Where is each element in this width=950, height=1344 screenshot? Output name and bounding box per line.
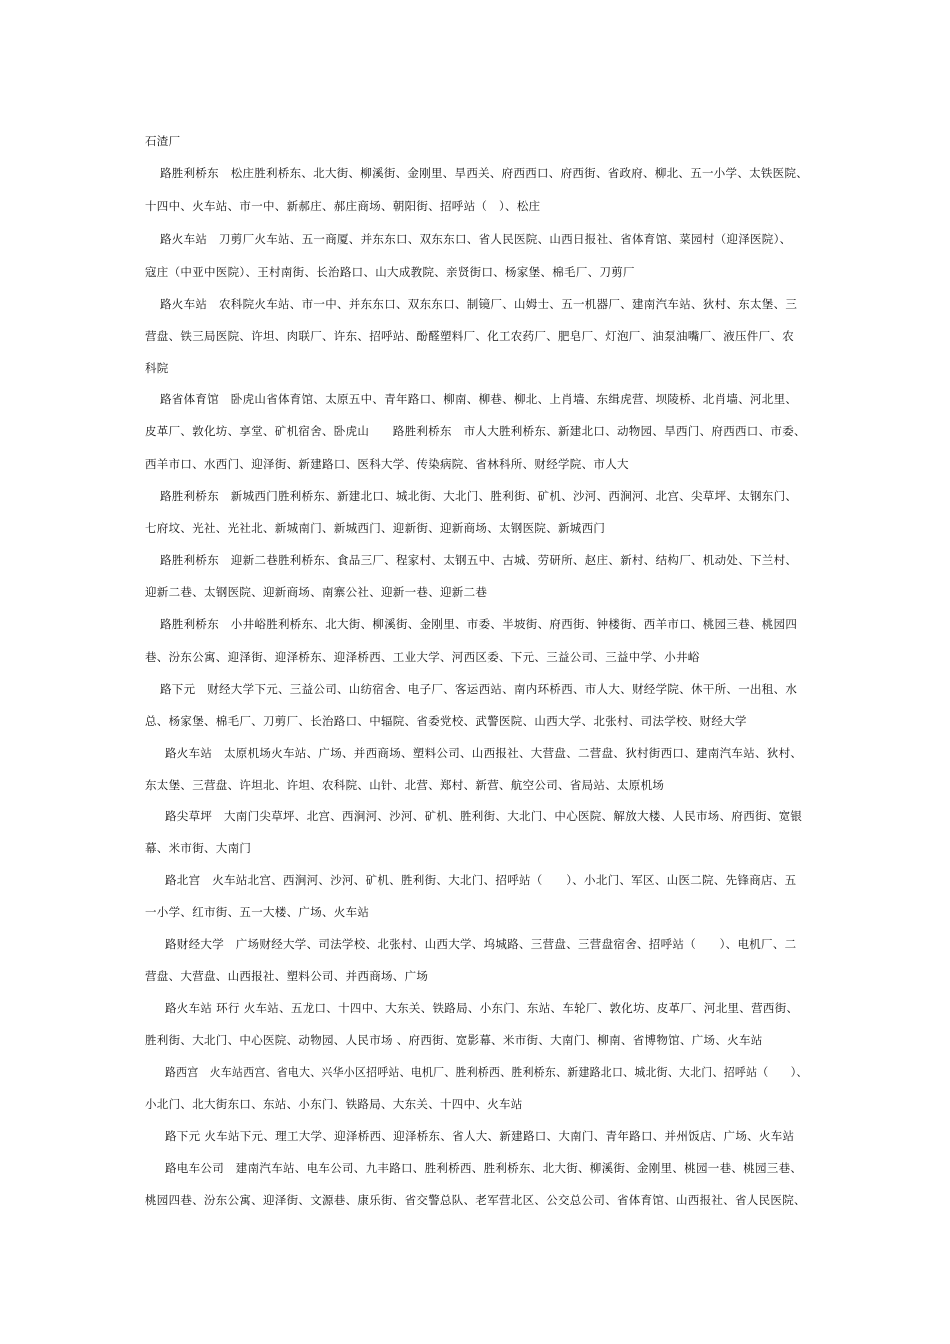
text-line: 东太堡、三营盘、许坦北、许坦、农科院、山针、北营、郑村、新营、航空公司、省局站、太原机场	[145, 778, 665, 792]
text-line: 路财经大学 广场财经大学、司法学校、北张村、山西大学、坞城路、三营盘、三营盘宿舍、招呼站（ ）、电机厂、二	[165, 937, 797, 951]
text-line: 路电车公司 建南汽车站、电车公司、九丰路口、胜利桥西、胜利桥东、北大街、柳溪街、金刚里、桃园一巷、桃园三巷、	[165, 1161, 803, 1175]
text-line: 石渣厂	[145, 134, 181, 148]
text-line: 路西宫 火车站西宫、省电大、兴华小区招呼站、电机厂、胜利桥西、胜利桥东、新建路北口、城北街、大北门、招呼站（ ）、	[165, 1065, 808, 1079]
text-line: 路火车站 农科院火车站、市一中、并东东口、双东东口、制镜厂、山姆士、五一机器厂、建南汽车站、狄村、东太堡、三	[160, 297, 798, 311]
text-line: 总、杨家堡、棉毛厂、刀剪厂、长治路口、中辐院、省委党校、武警医院、山西大学、北张村、司法学校、财经大学	[145, 714, 747, 728]
text-line: 科院	[145, 361, 169, 375]
text-line: 路尖草坪 大南门尖草坪、北宫、西涧河、沙河、矿机、胜利街、大北门、中心医院、解放大楼、人民市场、府西街、宽银	[165, 809, 803, 823]
text-line: 十四中、火车站、市一中、新郝庄、郝庄商场、朝阳街、招呼站（ ）、松庄	[145, 199, 541, 213]
text-line: 路火车站 刀剪厂火车站、五一商厦、并东东口、双东东口、省人民医院、山西日报社、省体育馆、菜园村（迎泽医院）、	[160, 232, 792, 246]
text-line: 路胜利桥东 迎新二巷胜利桥东、食品三厂、程家村、太钢五中、古城、劳研所、赵庄、新村、结构厂、机动处、下兰村、	[160, 553, 798, 567]
text-line: 营盘、大营盘、山西报社、塑料公司、并西商场、广场	[145, 969, 429, 983]
text-line: 路胜利桥东 松庄胜利桥东、北大街、柳溪街、金刚里、旱西关、府西西口、府西街、省政府、柳北、五一小学、太铁医院、	[160, 166, 809, 180]
text-line: 营盘、铁三局医院、许坦、肉联厂、许东、招呼站、酚醛塑料厂、化工农药厂、肥皂厂、灯泡厂、油泵油嘴厂、液压件厂、农	[145, 329, 794, 343]
text-line: 迎新二巷、太钢医院、迎新商场、南寨公社、迎新一巷、迎新二巷	[145, 585, 488, 599]
text-line: 西羊市口、水西门、迎泽街、新建路口、医科大学、传染病院、省林科所、财经学院、市人大	[145, 457, 629, 471]
text-line: 寇庄（中亚中医院）、王村南街、长治路口、山大成教院、亲贤街口、杨家堡、棉毛厂、刀剪厂	[145, 265, 635, 279]
text-line: 路火车站 太原机场火车站、广场、并西商场、塑料公司、山西报社、大营盘、二营盘、狄村街西口、建南汽车站、狄村、	[165, 746, 803, 760]
text-line: 胜利街、大北门、中心医院、动物园、人民市场 、府西街、宽影幕、米市街、大南门、柳南、省博物馆、广场、火车站	[145, 1033, 763, 1047]
text-line: 小北门、北大街东口、东站、小东门、铁路局、大东关、十四中、火车站	[145, 1097, 523, 1111]
text-line: 路火车站 环行 火车站、五龙口、十四中、大东关、铁路局、小东门、东站、车轮厂、敦化坊、皮革厂、河北里、营西街、	[165, 1001, 799, 1015]
text-line: 桃园四巷、汾东公寓、迎泽街、文源巷、康乐街、省交警总队、老军营北区、公交总公司、省体育馆、山西报社、省人民医院、	[145, 1193, 806, 1207]
text-line: 幕、米市街、大南门	[145, 841, 252, 855]
text-line: 七府坟、光社、光社北、新城南门、新城西门、迎新街、迎新商场、太钢医院、新城西门	[145, 521, 606, 535]
text-line: 路省体育馆 卧虎山省体育馆、太原五中、青年路口、柳南、柳巷、柳北、上肖墙、东缉虎营、坝陵桥、北肖墙、河北里、	[160, 392, 798, 406]
text-line: 路胜利桥东 新城西门胜利桥东、新建北口、城北街、大北门、胜利街、矿机、沙河、西涧河、北宫、尖草坪、太钢东门、	[160, 489, 798, 503]
text-line: 路胜利桥东 小井峪胜利桥东、北大街、柳溪街、金刚里、市委、半坡街、府西街、钟楼街、西羊市口、桃园三巷、桃园四	[160, 617, 798, 631]
text-line: 路下元 财经大学下元、三益公司、山纺宿舍、电子厂、客运西站、南内环桥西、市人大、财经学院、休干所、一出租、水	[160, 682, 798, 696]
text-line: 一小学、红市街、五一大楼、广场、火车站	[145, 905, 370, 919]
text-line: 皮革厂、敦化坊、享堂、矿机宿舍、卧虎山 路胜利桥东 市人大胜利桥东、新建北口、动物园、旱西门、府西西口、市委、	[145, 424, 806, 438]
text-line: 路北宫 火车站北宫、西涧河、沙河、矿机、胜利街、大北门、招呼站（ ）、小北门、军区、山医二院、先锋商店、五	[165, 873, 797, 887]
text-line: 路下元 火车站下元、理工大学、迎泽桥西、迎泽桥东、省人大、新建路口、大南门、青年路口、并州饭店、广场、火车站	[165, 1129, 795, 1143]
text-line: 巷、汾东公寓、迎泽街、迎泽桥东、迎泽桥西、工业大学、河西区委、下元、三益公司、三益中学、小井峪	[145, 650, 700, 664]
